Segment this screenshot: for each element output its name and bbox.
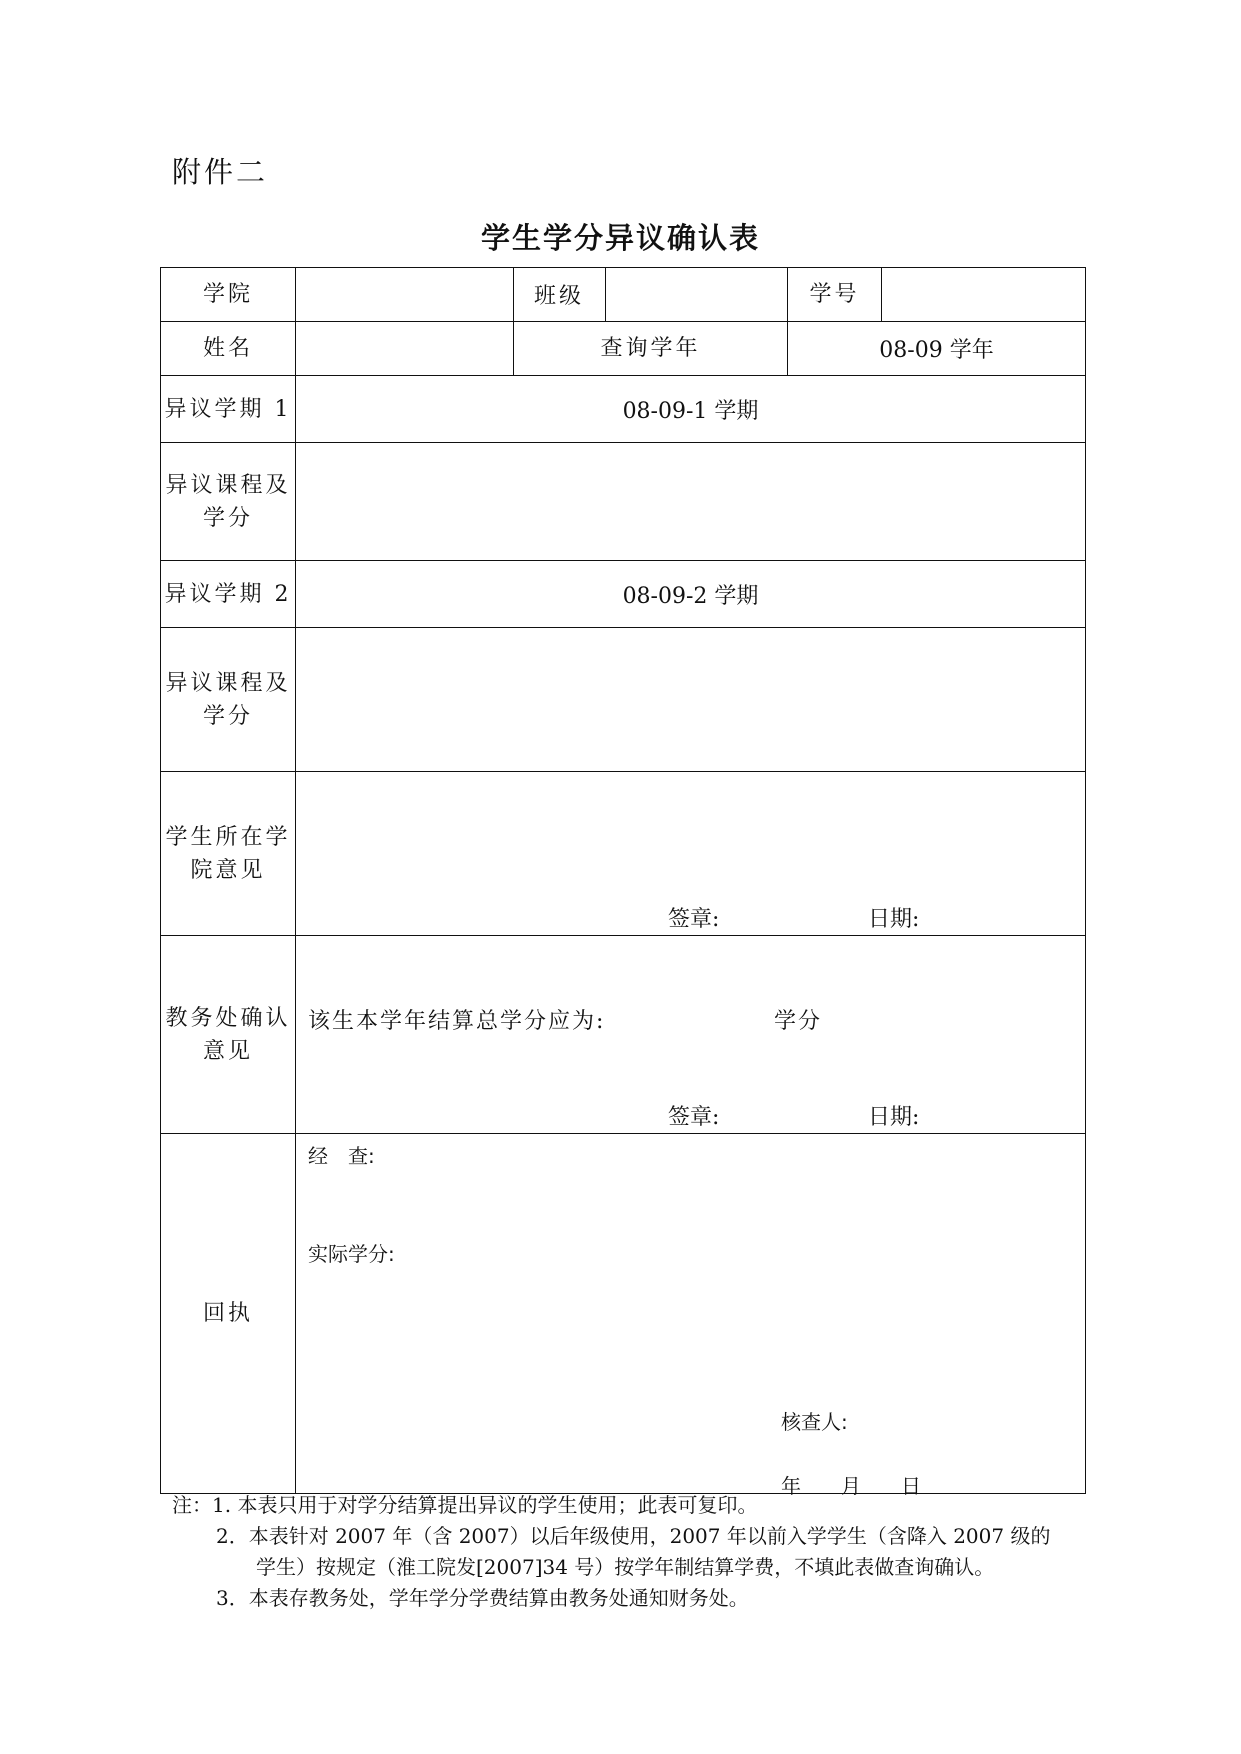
credit-unit-label: 学分 [774, 1009, 823, 1034]
note-3: 3．本表存教务处，学年学分学费结算由教务处通知财务处。 [216, 1586, 749, 1610]
term2-label: 异议学期 2 [161, 561, 296, 628]
name-label: 姓名 [161, 322, 296, 376]
registry-date-label: 日期: [868, 1105, 920, 1130]
college-date-label: 日期: [868, 907, 920, 932]
registry-seal-label: 签章: [668, 1105, 720, 1130]
actual-credit-label: 实际学分: [308, 1242, 395, 1266]
form-title: 学生学分异议确认表 [480, 221, 760, 255]
college-opinion-field[interactable] [296, 772, 1086, 936]
note-2: 2．本表针对 2007 年（含 2007）以后年级使用，2007 年以前入学学生（含降入 2007 级的 [216, 1524, 1051, 1548]
note-2-continued: 学生）按规定（淮工院发[2007]34 号）按学年制结算学费，不填此表做查询确认。 [256, 1555, 995, 1579]
note-1: 注：1. 本表只用于对学分结算提出异议的学生使用；此表可复印。 [172, 1493, 758, 1517]
college-label: 学院 [161, 268, 296, 322]
student-id-label: 学号 [788, 268, 882, 322]
query-year-label: 查询学年 [514, 322, 788, 376]
courses1-label: 异议课程及学分 [161, 443, 296, 561]
receipt-label: 回执 [161, 1134, 296, 1494]
name-field[interactable] [296, 322, 514, 376]
attachment-label: 附件二 [172, 155, 269, 189]
college-opinion-label: 学生所在学院意见 [161, 772, 296, 936]
term1-label: 异议学期 1 [161, 376, 296, 443]
college-field[interactable] [296, 268, 514, 322]
college-seal-label: 签章: [668, 907, 720, 932]
class-field[interactable] [606, 268, 788, 322]
receipt-field[interactable] [296, 1134, 1086, 1498]
registry-opinion-label: 教务处确认意见 [161, 936, 296, 1134]
courses2-field[interactable] [296, 628, 1086, 772]
courses1-field[interactable] [296, 443, 1086, 561]
student-id-field[interactable] [882, 268, 1086, 322]
registry-credit-text: 该生本学年结算总学分应为: [308, 1009, 606, 1034]
year-month-day-label: 年 月 日 [781, 1474, 921, 1498]
checked-label: 经 查: [308, 1144, 375, 1168]
query-year-value: 08-09 学年 [788, 322, 1086, 376]
term2-value: 08-09-2 学期 [296, 561, 1086, 628]
notes [172, 1490, 1050, 1614]
term1-value: 08-09-1 学期 [296, 376, 1086, 443]
courses2-label: 异议课程及学分 [161, 628, 296, 772]
registry-opinion-field[interactable] [296, 936, 1086, 1134]
class-label: 班级 [514, 268, 606, 322]
credit-dispute-form [160, 267, 1086, 1498]
checker-label: 核查人: [781, 1410, 848, 1434]
